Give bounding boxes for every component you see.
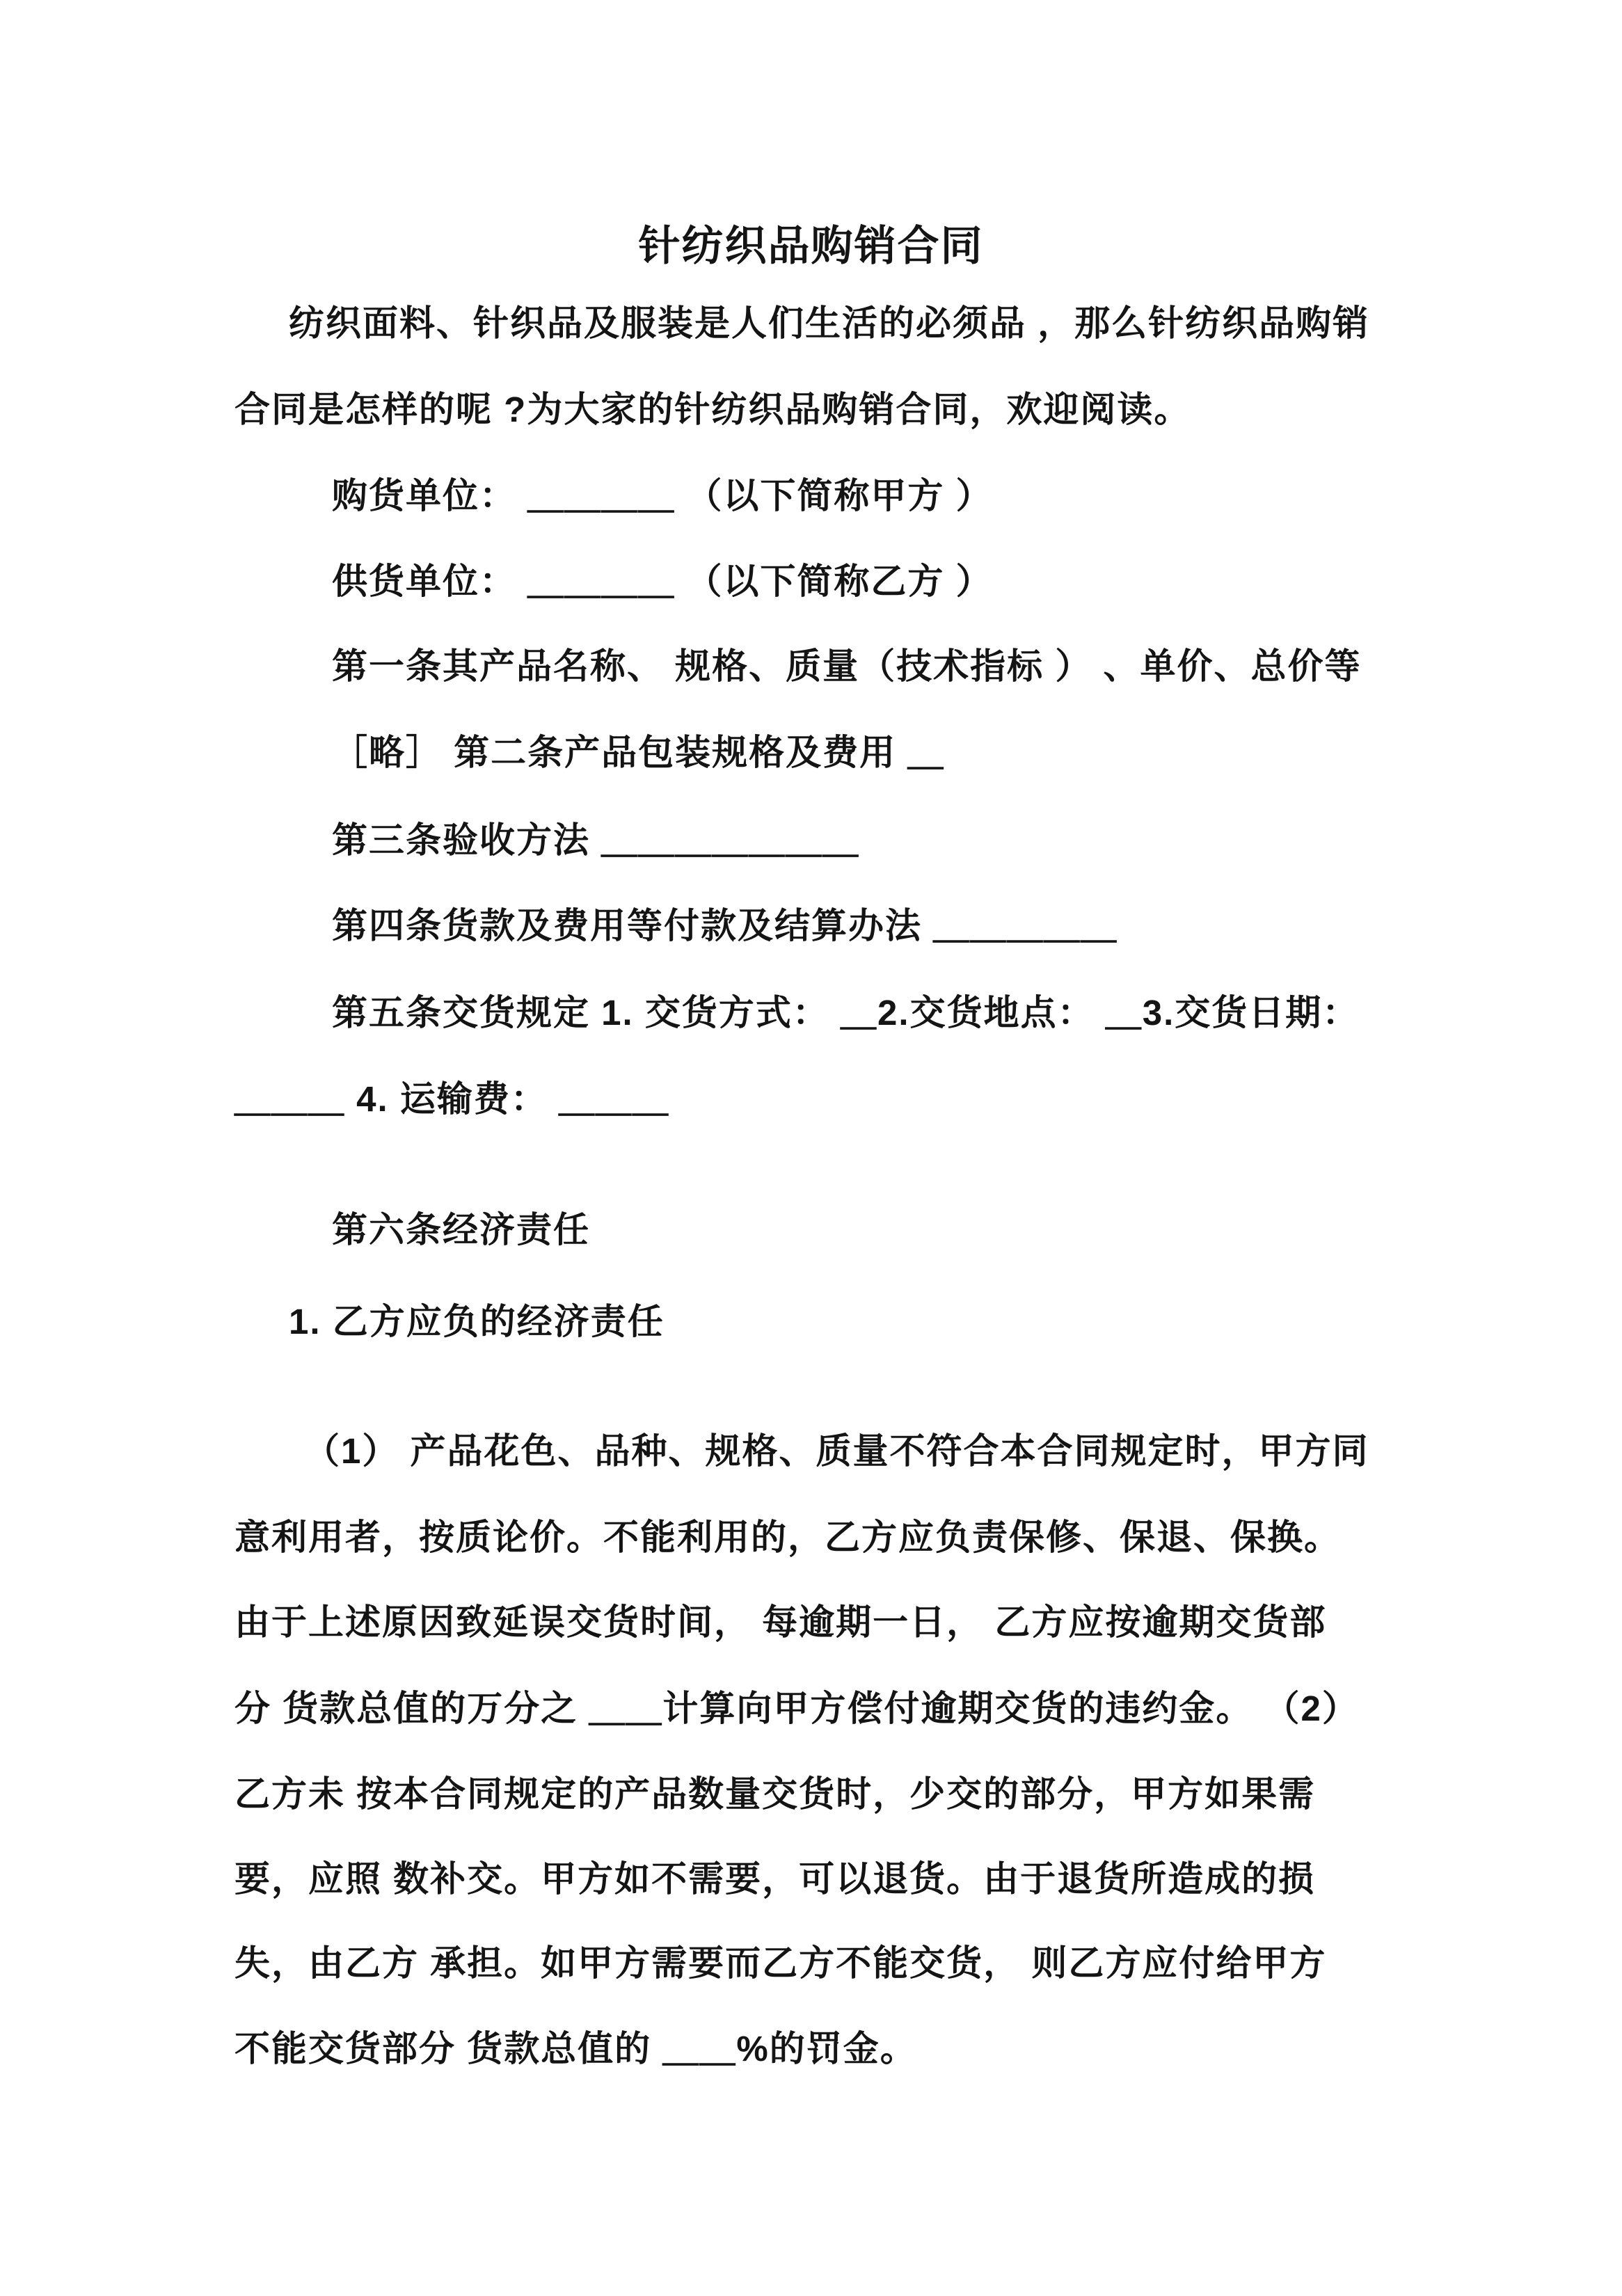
text-line: （1） 产品花色、品种、规格、质量不符合本合同规定时，甲方同 (304, 1431, 1369, 1471)
text-line: ＿＿＿ 4. 运输费： ＿＿＿ (234, 1079, 670, 1119)
text-line: 合同是怎样的呢 ?为大家的针纺织品购销合同，欢迎阅读。 (234, 390, 1191, 429)
text-line: 供货单位： ＿＿＿＿ （以下简称乙方 ） (332, 561, 993, 601)
text-line: 1. 乙方应负的经济责任 (289, 1302, 665, 1341)
text-line: 不能交货部分 货款总值的 ＿＿%的罚金。 (234, 2029, 917, 2068)
text-line: 纺织面料、针织品及服装是人们生活的必须品 ，那么针纺织品购销 (289, 303, 1370, 343)
text-line: 失，由乙方 承担。如甲方需要而乙方不能交货， 则乙方应付给甲方 (234, 1943, 1327, 1983)
text-line: 乙方未 按本合同规定的产品数量交货时，少交的部分，甲方如果需 (234, 1774, 1316, 1814)
text-line: 第五条交货规定 1. 交货方式： ＿2.交货地点： ＿3.交货日期： (332, 993, 1360, 1033)
text-line: 由于上述原因致延误交货时间， 每逾期一日， 乙方应按逾期交货部 (234, 1602, 1327, 1642)
text-line: 意利用者，按质论价。不能利用的，乙方应负责保修、保退、保换。 (234, 1517, 1342, 1557)
text-line: 第三条验收方法 ＿＿＿＿＿＿＿ (332, 820, 860, 860)
text-line: 购货单位： ＿＿＿＿ （以下简称甲方 ） (332, 476, 993, 516)
text-line: 要，应照 数补交。甲方如不需要，可以退货。由于退货所造成的损 (234, 1859, 1316, 1899)
text-line: ［略］ 第二条产品包装规格及费用 ＿ (332, 733, 945, 772)
text-line: 分 货款总值的万分之 ＿＿计算向甲方偿付逾期交货的违约金。 （2） (234, 1689, 1359, 1728)
document-title: 针纺织品购销合同 (638, 223, 984, 269)
text-line: 第四条货款及费用等付款及结算办法 ＿＿＿＿＿ (332, 906, 1118, 946)
text-line: 第一条其产品名称、 规格、质量（技术指标 ） 、单价、总价等 (332, 646, 1362, 686)
text-line: 第六条经济责任 (332, 1210, 591, 1250)
